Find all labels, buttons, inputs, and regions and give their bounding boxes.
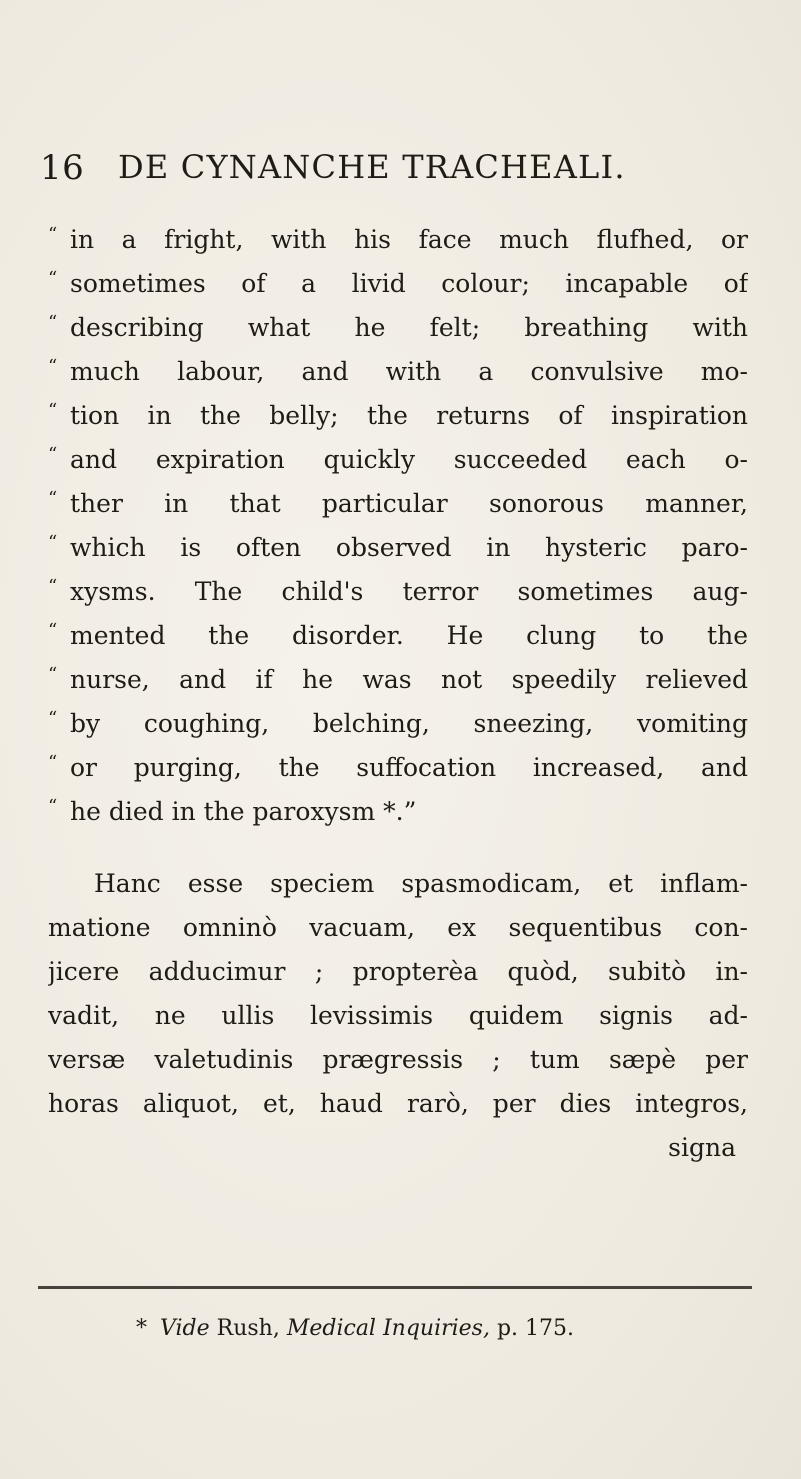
page-number: 16 (40, 148, 85, 188)
footnote-page: p. 175. (496, 1316, 575, 1341)
catchword: signa (668, 1133, 736, 1162)
quote-line: “ in a fright, with his face much flufhed, or (48, 218, 748, 262)
latin-line: Hanc esse speciem spasmodicam, et inflam- (94, 869, 748, 898)
footnote-work: Medical Inquiries, (286, 1316, 490, 1341)
quote-line: “ much labour, and with a convulsive mo- (48, 356, 748, 386)
latin-line: vadit, ne ullis levissimis quidem signis ad- (48, 1001, 748, 1030)
quote-line: “ he died in the paroxysm *.” (48, 796, 417, 826)
footnote-author: Rush, (216, 1316, 280, 1341)
quote-line: “ tion in the belly; the returns of inspiration (48, 400, 748, 430)
footnote (136, 1316, 574, 1341)
quote-mark: “ (48, 224, 58, 245)
footnote-mark: * (136, 1316, 147, 1341)
quote-line: “ xysms. The child's terror sometimes aug- (48, 576, 748, 606)
body-text (48, 218, 748, 1170)
footnote-vide: Vide (160, 1316, 210, 1341)
quote-line: “ nurse, and if he was not speedily relieved (48, 664, 748, 694)
quote-line: “ mented the disorder. He clung to the (48, 620, 748, 650)
paragraph-gap (48, 834, 748, 862)
quote-line: “ by coughing, belching, sneezing, vomiting (48, 708, 748, 738)
quote-line: “ describing what he felt; breathing with (48, 312, 748, 342)
quote-line: “ ther in that particular sonorous manner, (48, 488, 748, 518)
quote-line: “ sometimes of a livid colour; incapable of (48, 268, 748, 298)
latin-line: horas aliquot, et, haud rarò, per dies integros, (48, 1089, 748, 1118)
footnote-rule (38, 1286, 752, 1289)
quote-line: “ and expiration quickly succeeded each o- (48, 444, 748, 474)
quote-line: “ or purging, the suffocation increased, and (48, 752, 748, 782)
latin-line: matione omninò vacuam, ex sequentibus con- (48, 913, 748, 942)
running-title: DE CYNANCHE TRACHEALI. (118, 148, 626, 186)
quote-line: “ which is often observed in hysteric paro- (48, 532, 748, 562)
page-header (40, 148, 760, 198)
latin-line: jicere adducimur ; propterèa quòd, subitò in- (48, 957, 748, 986)
latin-line: versæ valetudinis prægressis ; tum sæpè per (48, 1045, 748, 1074)
